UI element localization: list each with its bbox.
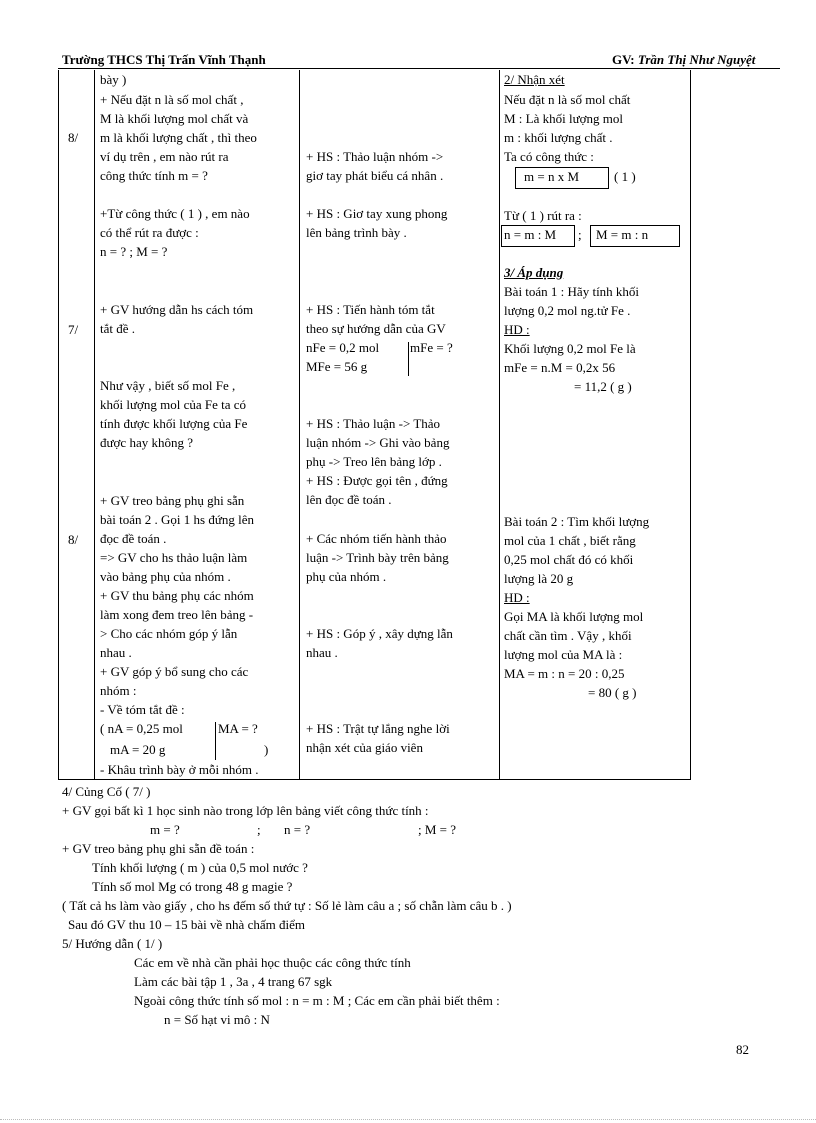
teacher-line: n = ? ; M = ? bbox=[100, 244, 168, 259]
formula-text: n = m : M bbox=[504, 227, 557, 242]
student-line: phụ của nhóm . bbox=[306, 569, 387, 584]
body-line: ; bbox=[257, 822, 261, 837]
student-line: + HS : Tiến hành tóm tắt bbox=[306, 302, 435, 317]
student-line: nhau . bbox=[306, 645, 338, 660]
header-rule bbox=[58, 68, 780, 69]
teacher-line: + GV góp ý bổ sung cho các bbox=[100, 664, 249, 679]
table-divider-3 bbox=[499, 70, 500, 780]
teacher-line: ) bbox=[264, 742, 269, 757]
body-line: n = ? bbox=[284, 822, 311, 837]
student-line: mFe = ? bbox=[410, 340, 453, 355]
body-line: Làm các bài tập 1 , 3a , 4 trang 67 sgk bbox=[134, 974, 333, 989]
student-line: + HS : Giơ tay xung phong bbox=[306, 206, 448, 221]
teacher-line: - Khâu trình bày ở mỗi nhóm . bbox=[100, 762, 259, 777]
student-line: + HS : Được gọi tên , đứng bbox=[306, 473, 448, 488]
formula-number: ( 1 ) bbox=[614, 169, 636, 184]
student-line: nFe = 0,2 mol bbox=[306, 340, 380, 355]
section-heading: 4/ Củng Cố ( 7/ ) bbox=[62, 784, 151, 799]
formula-text: m = n x M bbox=[524, 169, 580, 184]
table-border-bottom bbox=[58, 779, 690, 780]
teacher-line: - Về tóm tắt đề : bbox=[100, 702, 185, 717]
teacher-line: +Từ công thức ( 1 ) , em nào bbox=[100, 206, 250, 221]
teacher-line: tính được khối lượng của Fe bbox=[100, 416, 248, 431]
teacher-line: + Nếu đặt n là số mol chất , bbox=[100, 92, 244, 107]
body-line: Tính khối lượng ( m ) của 0,5 mol nước ? bbox=[92, 860, 308, 875]
table-border-left bbox=[58, 70, 59, 780]
body-line: m = ? bbox=[150, 822, 180, 837]
teacher-line: m là khối lượng chất , thì theo bbox=[100, 130, 257, 145]
teacher-line: tắt đề . bbox=[100, 321, 136, 336]
content-line: = 11,2 ( g ) bbox=[574, 379, 632, 394]
summary-divider bbox=[215, 722, 216, 760]
content-line: lượng là 20 g bbox=[504, 571, 574, 586]
time-cell: 7/ bbox=[68, 322, 79, 337]
formula-text: M = m : n bbox=[596, 227, 649, 242]
content-line: = 80 ( g ) bbox=[588, 685, 637, 700]
teacher-line: khối lượng mol của Fe ta có bbox=[100, 397, 247, 412]
body-line: ( Tất cả hs làm vào giấy , cho hs đếm số thứ tự : Số lẻ làm câu a ; số chẵn làm câu b . ) bbox=[62, 898, 512, 913]
content-line: Ta có công thức : bbox=[504, 149, 594, 164]
teacher-line: + GV thu bảng phụ các nhóm bbox=[100, 588, 254, 603]
student-line: + HS : Thảo luận -> Thảo bbox=[306, 416, 441, 431]
teacher-prefix: GV: bbox=[612, 52, 638, 67]
content-line: m : khối lượng chất . bbox=[504, 130, 613, 145]
page-number: 82 bbox=[736, 1042, 749, 1057]
teacher-line: nhau . bbox=[100, 645, 132, 660]
teacher-line: được hay không ? bbox=[100, 435, 193, 450]
body-line: + GV gọi bất kì 1 học sinh nào trong lớp lên bảng viết công thức tính : bbox=[62, 803, 429, 818]
content-line: lượng mol của MA là : bbox=[504, 647, 623, 662]
teacher-line: vào bảng phụ của nhóm . bbox=[100, 569, 231, 584]
lesson-table bbox=[58, 70, 690, 780]
body-line: Ngoài công thức tính số mol : n = m : M ; Các em cần phải biết thêm : bbox=[134, 993, 500, 1008]
teacher-line: có thể rút ra được : bbox=[100, 225, 199, 240]
section-heading: 5/ Hướng dẫn ( 1/ ) bbox=[62, 936, 163, 951]
body-line: n = Số hạt vi mô : N bbox=[164, 1012, 270, 1027]
student-line: giơ tay phát biểu cá nhân . bbox=[306, 168, 444, 183]
teacher-name-italic: Trần Thị Như Nguyệt bbox=[637, 52, 756, 67]
content-heading: 2/ Nhận xét bbox=[504, 72, 565, 87]
teacher-line: > Cho các nhóm góp ý lẫn bbox=[100, 626, 238, 641]
teacher-line: + GV treo bảng phụ ghi sẵn bbox=[100, 493, 245, 508]
teacher-line: công thức tính m = ? bbox=[100, 168, 208, 183]
school-name: Trường THCS Thị Trấn Vĩnh Thạnh bbox=[62, 52, 266, 67]
body-line: Tính số mol Mg có trong 48 g magie ? bbox=[92, 879, 293, 894]
content-line: HD : bbox=[504, 590, 530, 605]
student-line: lên bảng trình bày . bbox=[306, 225, 407, 240]
teacher-line: ( nA = 0,25 mol bbox=[100, 721, 183, 736]
summary-divider bbox=[408, 342, 409, 376]
table-border-right bbox=[690, 70, 691, 780]
content-line: Bài toán 1 : Hãy tính khối bbox=[504, 284, 640, 299]
teacher-line: => GV cho hs thảo luận làm bbox=[100, 550, 248, 565]
content-line: mFe = n.M = 0,2x 56 bbox=[504, 360, 616, 375]
content-line: Nếu đặt n là số mol chất bbox=[504, 92, 631, 107]
teacher-line: M là khối lượng mol chất và bbox=[100, 111, 249, 126]
content-line: Bài toán 2 : Tìm khối lượng bbox=[504, 514, 650, 529]
teacher-line: bài toán 2 . Gọi 1 hs đứng lên bbox=[100, 512, 255, 527]
content-line: HD : bbox=[504, 322, 530, 337]
body-line: + GV treo bảng phụ ghi sẵn đề toán : bbox=[62, 841, 255, 856]
teacher-name bbox=[612, 52, 755, 68]
student-line: luận nhóm -> Ghi vào bảng bbox=[306, 435, 450, 450]
student-line: theo sự hướng dẫn của GV bbox=[306, 321, 446, 336]
time-cell: 8/ bbox=[68, 532, 79, 547]
content-line: MA = m : n = 20 : 0,25 bbox=[504, 666, 625, 681]
content-line: Từ ( 1 ) rút ra : bbox=[504, 208, 582, 223]
body-line: ; M = ? bbox=[418, 822, 457, 837]
content-line: M : Là khối lượng mol bbox=[504, 111, 623, 126]
teacher-line: mA = 20 g bbox=[110, 742, 166, 757]
teacher-line: + GV hướng dẫn hs cách tóm bbox=[100, 302, 254, 317]
student-line: + HS : Góp ý , xây dựng lẫn bbox=[306, 626, 453, 641]
teacher-line: làm xong đem treo lên bảng - bbox=[100, 607, 254, 622]
teacher-line: bày ) bbox=[100, 72, 127, 87]
teacher-line: ví dụ trên , em nào rút ra bbox=[100, 149, 229, 164]
bottom-dotted-border bbox=[0, 1119, 816, 1120]
content-line: chất cần tìm . Vậy , khối bbox=[504, 628, 632, 643]
table-divider-1 bbox=[94, 70, 95, 780]
teacher-line: MA = ? bbox=[218, 721, 258, 736]
content-line: Gọi MA là khối lượng mol bbox=[504, 609, 644, 624]
teacher-line: nhóm : bbox=[100, 683, 137, 698]
teacher-line: đọc đề toán . bbox=[100, 531, 167, 546]
content-line: lượng 0,2 mol ng.tử Fe . bbox=[504, 303, 631, 318]
content-line: 0,25 mol chất đó có khối bbox=[504, 552, 634, 567]
student-line: + Các nhóm tiến hành thảo bbox=[306, 531, 447, 546]
student-line: nhận xét của giáo viên bbox=[306, 740, 423, 755]
student-line: luận -> Trình bày trên bảng bbox=[306, 550, 449, 565]
body-line: Các em về nhà cần phải học thuộc các công thức tính bbox=[134, 955, 411, 970]
student-line: phụ -> Treo lên bảng lớp . bbox=[306, 454, 442, 469]
student-line: + HS : Thảo luận nhóm -> bbox=[306, 149, 444, 164]
table-divider-2 bbox=[299, 70, 300, 780]
time-cell: 8/ bbox=[68, 130, 79, 145]
body-line: Sau đó GV thu 10 – 15 bài về nhà chấm điểm bbox=[68, 917, 305, 932]
content-line: mol của 1 chất , biết rằng bbox=[504, 533, 636, 548]
student-line: MFe = 56 g bbox=[306, 359, 368, 374]
student-line: lên đọc đề toán . bbox=[306, 492, 392, 507]
content-line: Khối lượng 0,2 mol Fe là bbox=[504, 341, 636, 356]
formula-separator: ; bbox=[578, 227, 582, 242]
teacher-line: Như vậy , biết số mol Fe , bbox=[100, 378, 236, 393]
content-heading: 3/ Áp dụng bbox=[504, 265, 564, 280]
student-line: + HS : Trật tự lắng nghe lời bbox=[306, 721, 450, 736]
